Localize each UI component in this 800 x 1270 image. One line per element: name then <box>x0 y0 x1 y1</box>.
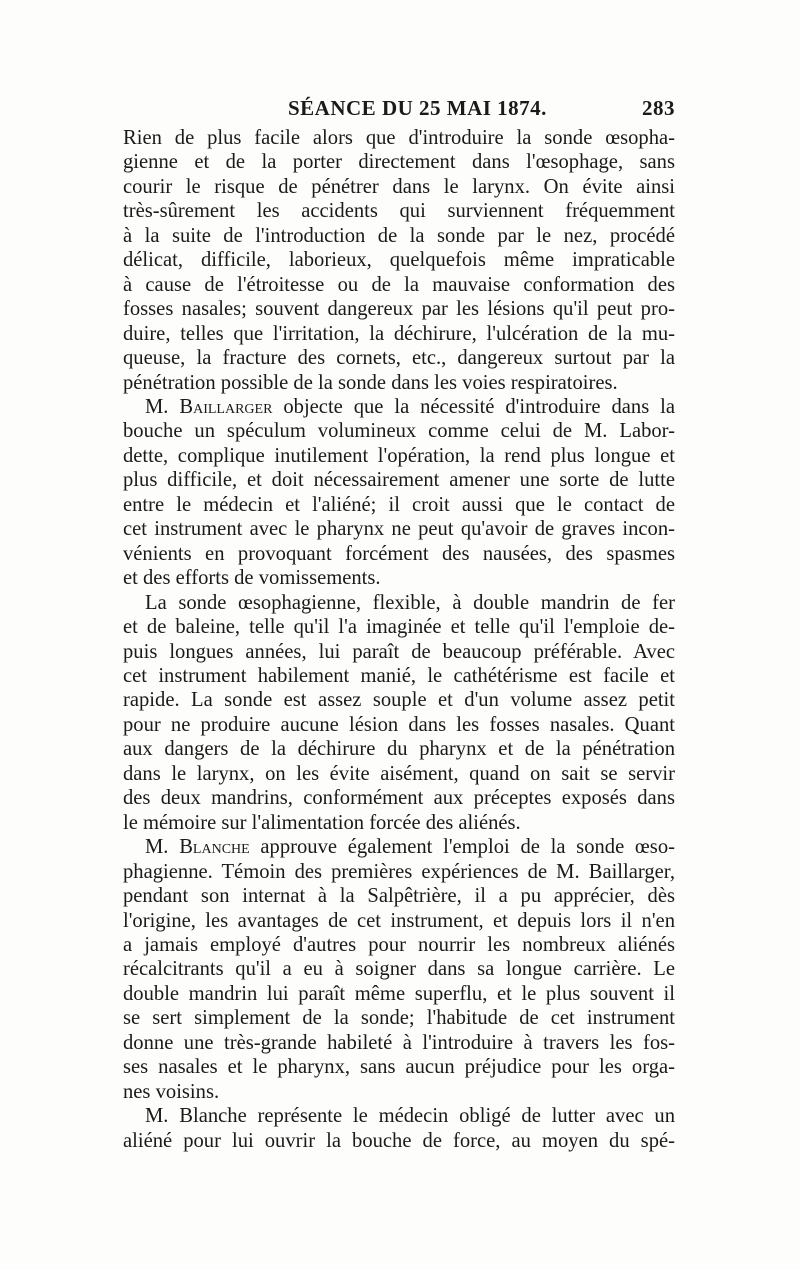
text-line: phagienne. Témoin des premières expériences de M. Baillarger, <box>123 860 675 883</box>
paragraph <box>123 835 675 1104</box>
text-line: nes voisins. <box>123 1080 220 1103</box>
text-line: vénients en provoquant forcément des nausées, des spasmes <box>123 542 675 565</box>
text-line: le mémoire sur l'alimentation forcée des aliénés. <box>123 811 521 834</box>
speaker-name: Baillarger <box>179 395 273 418</box>
text-line: se sert simplement de la sonde; l'habitude de cet instrument <box>123 1007 675 1030</box>
text-line: cet instrument avec le pharynx ne peut qu'avoir de graves incon- <box>123 518 675 541</box>
text-line: courir le risque de pénétrer dans le larynx. On évite ainsi <box>123 175 675 198</box>
text-line: queuse, la fracture des cornets, etc., dangereux surtout par la <box>123 347 675 370</box>
text-line: cet instrument habilement manié, le cathétérisme est facile et <box>123 664 675 687</box>
text-line: donne une très-grande habileté à l'introduire à travers les fos- <box>123 1031 675 1054</box>
text-line: aliéné pour lui ouvrir la bouche de force, au moyen du spé- <box>123 1129 675 1152</box>
line-rest: approuve également l'emploi de la sonde œso- <box>260 836 675 859</box>
text-line: l'origine, les avantages de cet instrument, et depuis lors il n'en <box>123 909 675 932</box>
speaker-name: Blanche <box>179 836 250 859</box>
text-line <box>123 835 675 859</box>
text-line: aux dangers de la déchirure du pharynx et de la pénétration <box>123 738 675 761</box>
text-line: et des efforts de vomissements. <box>123 567 381 590</box>
text-line: entre le médecin et l'aliéné; il croit aussi que le contact de <box>123 493 675 516</box>
text-line: récalcitrants qu'il a eu à soigner dans sa longue carrière. Le <box>123 958 675 981</box>
paragraph <box>123 591 675 836</box>
text-line: puis longues années, lui paraît de beaucoup préférable. Avec <box>123 640 675 663</box>
paragraph <box>123 126 675 395</box>
text-line: pendant son internat à la Salpêtrière, il a pu apprécier, dès <box>123 885 675 908</box>
text-line: a jamais employé d'autres pour nourrir les nombreux aliénés <box>123 933 675 956</box>
text-line: à cause de l'étroitesse ou de la mauvaise conformation des <box>123 273 675 296</box>
text-line: très-sûrement les accidents qui surviennent fréquemment <box>123 200 675 223</box>
text-line: duire, telles que l'irritation, la déchirure, l'ulcération de la mu- <box>123 322 675 345</box>
text-line: des deux mandrins, conformément aux préceptes exposés dans <box>123 787 675 810</box>
text-line: et de baleine, telle qu'il l'a imaginée et telle qu'il l'emploie de- <box>123 616 675 639</box>
text-line: fosses nasales; souvent dangereux par les lésions qu'il peut pro- <box>123 298 675 321</box>
text-line: double mandrin lui paraît même superflu, et le plus souvent il <box>123 982 675 1005</box>
text-line: dans le larynx, on les évite aisément, quand on sait se servir <box>123 762 675 785</box>
text-line: La sonde œsophagienne, flexible, à double mandrin de fer <box>145 591 675 614</box>
paragraph <box>123 395 675 591</box>
text-line: à la suite de l'introduction de la sonde par le nez, procédé <box>123 224 675 247</box>
body-text <box>123 126 675 1153</box>
page-number: 283 <box>642 96 675 120</box>
text-line <box>123 395 675 419</box>
text-line: ses nasales et le pharynx, sans aucun préjudice pour les orga- <box>123 1056 675 1079</box>
speaker-title: M. <box>145 836 169 859</box>
text-line: pour ne produire aucune lésion dans les fosses nasales. Quant <box>123 713 675 736</box>
text-line: gienne et de la porter directement dans l'œsophage, sans <box>123 151 675 174</box>
line-rest: objecte que la nécessité d'introduire dans la <box>283 395 675 418</box>
running-head: SÉANCE DU 25 MAI 1874. <box>288 96 547 120</box>
text-line: bouche un spéculum volumineux comme celui de M. Labor- <box>123 420 675 443</box>
text-line: dette, complique inutilement l'opération, la rend plus longue et <box>123 444 675 467</box>
speaker-title: M. <box>145 395 169 418</box>
text-line: délicat, difficile, laborieux, quelquefois même impraticable <box>123 249 675 272</box>
text-line: rapide. La sonde est assez souple et d'un volume assez petit <box>123 689 675 712</box>
paragraph <box>123 1104 675 1153</box>
text-line: M. Blanche représente le médecin obligé de lutter avec un <box>145 1105 675 1128</box>
text-line: Rien de plus facile alors que d'introduire la sonde œsopha- <box>123 127 675 149</box>
text-line: pénétration possible de la sonde dans les voies respiratoires. <box>123 371 618 394</box>
page-header <box>123 96 675 126</box>
text-line: plus difficile, et doit nécessairement amener une sorte de lutte <box>123 469 675 492</box>
